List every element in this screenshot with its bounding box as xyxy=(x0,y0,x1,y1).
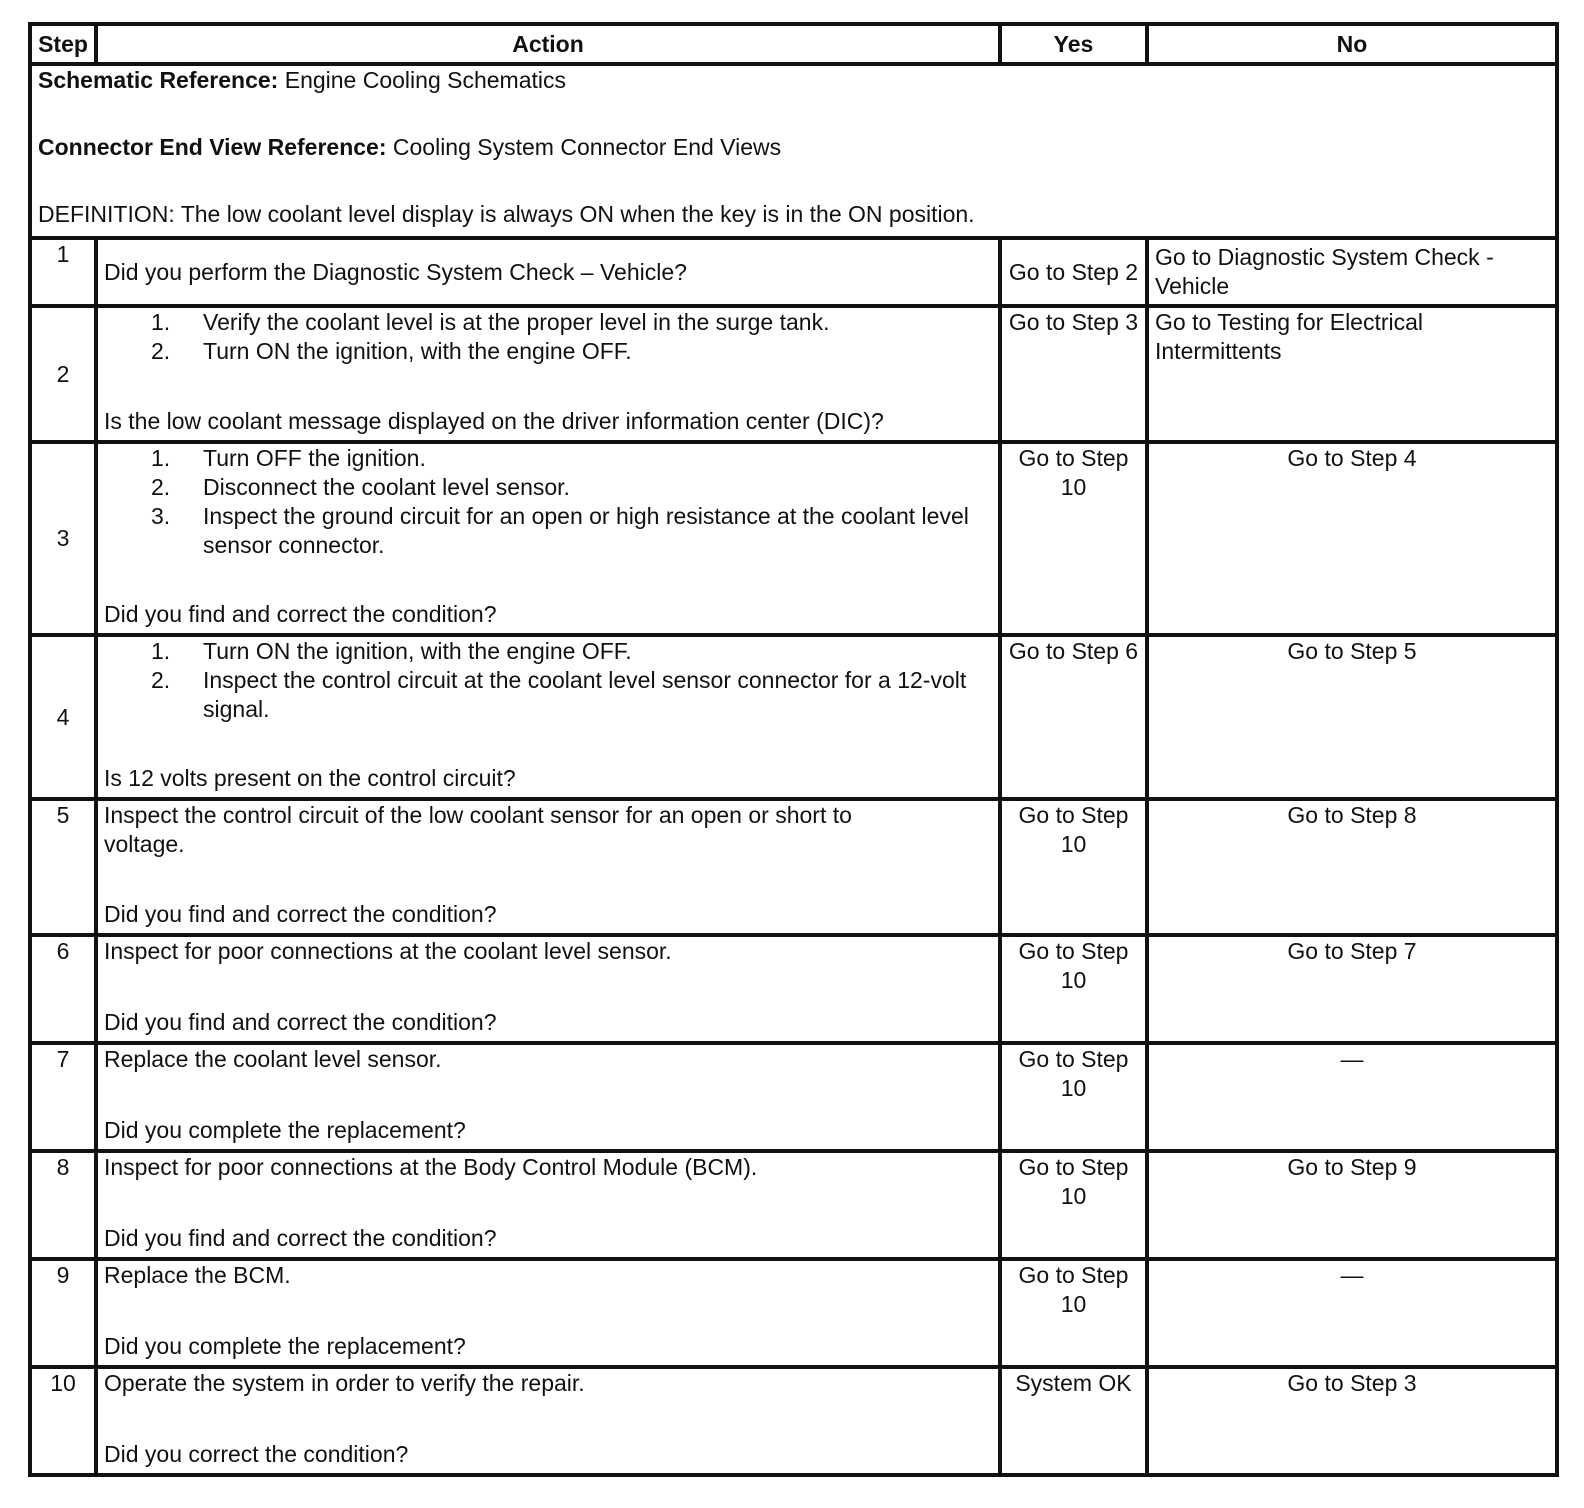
step-number: 6 xyxy=(30,935,96,1043)
step-number: 5 xyxy=(30,799,96,935)
substep-list xyxy=(104,637,992,724)
step-number: 3 xyxy=(30,442,96,635)
substep-list xyxy=(104,444,992,560)
substep-item: 1. Verify the coolant level is at the proper level in the surge tank. xyxy=(151,309,830,335)
step-instruction: Inspect for poor connections at the Body Control Module (BCM). xyxy=(104,1154,758,1180)
step-question: Did you find and correct the condition? xyxy=(104,601,497,627)
action-cell xyxy=(96,442,1000,635)
step-row xyxy=(30,1259,1557,1367)
step-number: 4 xyxy=(30,635,96,799)
no-outcome: Go to Step 7 xyxy=(1147,935,1557,1043)
no-column-header: No xyxy=(1147,24,1557,64)
no-outcome: — xyxy=(1147,1043,1557,1151)
substep-item: 2. Inspect the control circuit at the coolant level sensor connector for a 12-volt signal. xyxy=(151,667,967,722)
header-row xyxy=(30,24,1557,64)
step-question: Is 12 volts present on the control circuit? xyxy=(104,765,516,791)
step-number: 8 xyxy=(30,1151,96,1259)
yes-outcome: Go to Step 10 xyxy=(1000,935,1147,1043)
no-outcome: Go to Step 4 xyxy=(1147,442,1557,635)
yes-outcome: Go to Step 2 xyxy=(1000,238,1147,306)
step-instruction: Replace the coolant level sensor. xyxy=(104,1046,442,1072)
yes-outcome: Go to Step 3 xyxy=(1000,306,1147,442)
reference-cell xyxy=(30,64,1557,238)
action-cell xyxy=(96,1259,1000,1367)
no-outcome: Go to Testing for Electrical Intermittents xyxy=(1147,306,1557,442)
diagnostic-table xyxy=(28,22,1559,1477)
yes-outcome: Go to Step 10 xyxy=(1000,799,1147,935)
step-question: Did you complete the replacement? xyxy=(104,1333,466,1359)
action-cell xyxy=(96,635,1000,799)
action-cell xyxy=(96,238,1000,306)
substep-item: 1. Turn ON the ignition, with the engine OFF. xyxy=(151,638,632,664)
substep-item: 3. Inspect the ground circuit for an open or high resistance at the coolant level sensor connector. xyxy=(151,503,969,558)
step-question: Did you correct the condition? xyxy=(104,1441,409,1467)
step-row xyxy=(30,1043,1557,1151)
no-outcome: Go to Step 9 xyxy=(1147,1151,1557,1259)
yes-outcome: Go to Step 10 xyxy=(1000,442,1147,635)
connector-reference: Connector End View Reference: Cooling System Connector End Views xyxy=(38,134,782,160)
step-row xyxy=(30,799,1557,935)
step-number: 10 xyxy=(30,1367,96,1475)
yes-outcome: Go to Step 10 xyxy=(1000,1259,1147,1367)
no-outcome: — xyxy=(1147,1259,1557,1367)
action-cell xyxy=(96,1367,1000,1475)
step-number: 2 xyxy=(30,306,96,442)
step-row xyxy=(30,1151,1557,1259)
step-number: 1 xyxy=(30,238,96,306)
yes-outcome: Go to Step 10 xyxy=(1000,1043,1147,1151)
step-number: 9 xyxy=(30,1259,96,1367)
substep-list xyxy=(104,308,992,366)
step-question: Did you find and correct the condition? xyxy=(104,901,497,927)
yes-column-header: Yes xyxy=(1000,24,1147,64)
step-question: Is the low coolant message displayed on the driver information center (DIC)? xyxy=(104,408,884,434)
step-number: 7 xyxy=(30,1043,96,1151)
step-question: Did you find and correct the condition? xyxy=(104,1009,497,1035)
action-cell xyxy=(96,799,1000,935)
step-row xyxy=(30,238,1557,306)
substep-item: 1. Turn OFF the ignition. xyxy=(151,445,426,471)
substep-item: 2. Disconnect the coolant level sensor. xyxy=(151,474,570,500)
action-column-header: Action xyxy=(96,24,1000,64)
action-cell xyxy=(96,306,1000,442)
schematic-reference: Schematic Reference: Engine Cooling Schematics xyxy=(38,67,567,93)
no-outcome: Go to Step 3 xyxy=(1147,1367,1557,1475)
step-row xyxy=(30,442,1557,635)
yes-outcome: System OK xyxy=(1000,1367,1147,1475)
step-column-header: Step xyxy=(30,24,96,64)
no-outcome: Go to Step 8 xyxy=(1147,799,1557,935)
definition-text: DEFINITION: The low coolant level display is always ON when the key is in the ON position. xyxy=(38,201,975,227)
diagnostic-table-page xyxy=(28,22,1555,1482)
step-row xyxy=(30,935,1557,1043)
substep-item: 2. Turn ON the ignition, with the engine OFF. xyxy=(151,338,632,364)
action-cell xyxy=(96,1151,1000,1259)
reference-row xyxy=(30,64,1557,238)
step-row xyxy=(30,1367,1557,1475)
action-cell xyxy=(96,1043,1000,1151)
yes-outcome: Go to Step 10 xyxy=(1000,1151,1147,1259)
yes-outcome: Go to Step 6 xyxy=(1000,635,1147,799)
no-outcome: Go to Diagnostic System Check - Vehicle xyxy=(1147,238,1557,306)
step-instruction: Replace the BCM. xyxy=(104,1262,291,1288)
step-instruction: Operate the system in order to verify the repair. xyxy=(104,1370,585,1396)
step-row xyxy=(30,306,1557,442)
no-outcome: Go to Step 5 xyxy=(1147,635,1557,799)
step-question: Did you perform the Diagnostic System Check – Vehicle? xyxy=(104,258,687,285)
step-question: Did you find and correct the condition? xyxy=(104,1225,497,1251)
step-instruction: Inspect the control circuit of the low coolant sensor for an open or short to voltage. xyxy=(104,802,852,857)
step-question: Did you complete the replacement? xyxy=(104,1117,466,1143)
step-row xyxy=(30,635,1557,799)
step-instruction: Inspect for poor connections at the coolant level sensor. xyxy=(104,938,672,964)
action-cell xyxy=(96,935,1000,1043)
